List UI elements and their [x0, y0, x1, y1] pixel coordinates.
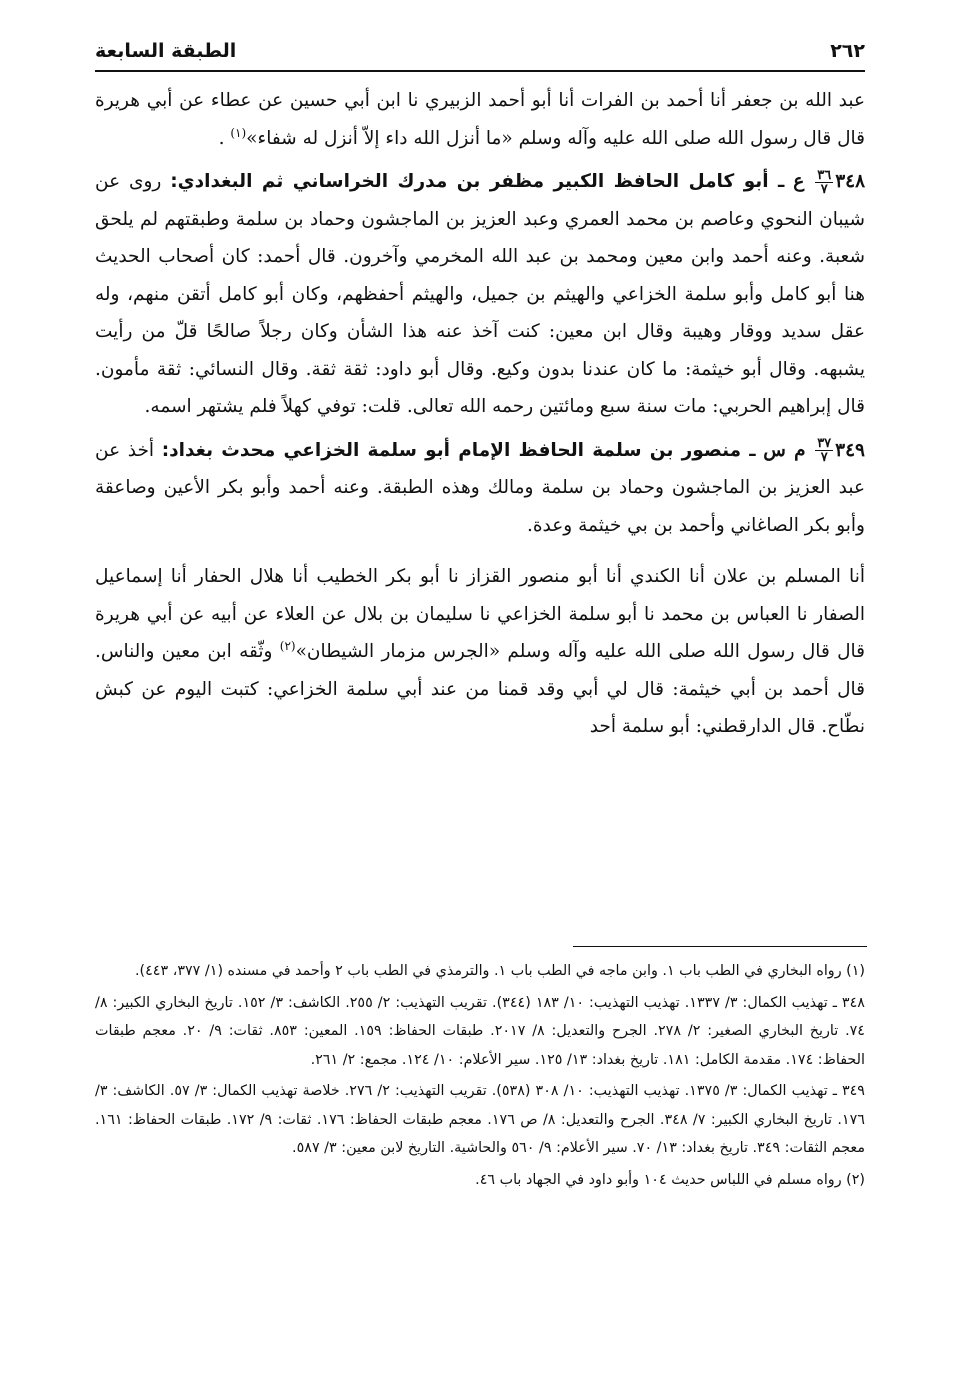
footnote-348 — [95, 989, 865, 1075]
section-title: الطبقة السابعة — [95, 40, 237, 62]
footnote-ref-1: (١) — [230, 125, 247, 140]
entry-349 — [95, 432, 865, 545]
running-header — [95, 40, 865, 72]
footnote-ref-2: (٢) — [279, 638, 296, 653]
footnote-1 — [95, 957, 865, 986]
paragraph-text: أنا المسلم بن علان أنا الكندي أنا أبو منصور القزاز نا أبو بكر الخطيب أنا هلال الحفار أنا إسماعيل الصفار نا العباس بن محمد نا أبو سلمة الخزاعي نا سليمان بن بلال عن العلاء عن أبيه عن أبي هريرة قال قال رسول الله صلى الله عليه وآله وسلم «الجرس مزمار الشيطان» — [95, 566, 865, 662]
main-text — [95, 82, 865, 746]
entry-number: ٣٤٩ — [835, 439, 865, 461]
footnote-text: تهذيب الكمال: ٣/ ١٣٣٧. تهذيب التهذيب: ١٠/ ١٨٣ (٣٤٤). تقريب التهذيب: ٢/ ٢٥٥. الكاشف: ٣/ ١٥٢. تاريخ البخاري الكبير: ٨/ ٧٤. تاريخ البخاري الصغير: ٢/ ٢٧٨. الجرح والتعديل: ٨/ ٢٠١٧. طبقات الحفاظ: ١٥٩. المعين: ٨٥٣. ثقات: ٩/ ٢٠. معجم طبقات الحفاظ: ١٧٤. مقدمة الكامل: ١٨١. تاريخ بغداد: ١٣/ ١٢٥. سير الأعلام: ١٠/ ١٢٤. مجمع: ٢/ ٢٦١. — [95, 994, 865, 1068]
paragraph-text: عبد الله بن جعفر أنا أحمد بن الفرات أنا أبو أحمد الزبيري نا ابن أبي حسين عن عطاء عن أبي هريرة قال قال رسول الله صلى الله عليه وآله وسلم «ما أنزل الله داء إلاّ أنزل له شفاء» — [95, 90, 865, 149]
fraction-bottom: ٧ — [820, 450, 828, 465]
fraction-top: ٣٧ — [817, 436, 832, 451]
paragraph-hadith-1 — [95, 82, 865, 157]
footnote-label: ٣٤٨ ـ — [832, 994, 865, 1011]
paragraph-text-continued: وثّقه ابن معين والناس. قال أحمد بن أبي خيثمة: قال لي أبي وقد قمنا من عند أبي سلمة الخزاعي: كتبت اليوم عن كبش نطّاح. قال الدارقطني: أبو سلمة أحد — [95, 641, 865, 737]
entry-symbol: ع — [793, 171, 805, 192]
footnote-label: (١) — [846, 963, 865, 979]
entry-text: أخذ عن عبد العزيز بن الماجشون وحماد بن سلمة ومالك وهذه الطبقة. وعنه أحمد وأبو بكر الأعين وصاعقة وأبو بكر الصاغاني وأحمد بن بي خيثمة وعدة. — [95, 439, 865, 536]
footnote-label: (٢) — [846, 1171, 865, 1188]
footnote-label: ٣٤٩ ـ — [832, 1083, 865, 1099]
entry-text: روى عن شيبان النحوي وعاصم بن محمد العمري وعبد العزيز بن الماجشون وحماد بن سلمة وطبقتهم لم يلحق شعبة. وعنه أحمد وابن معين ومحمد بن عبد الله المخرمي وآخرون. قال أحمد: كان أصحاب الحديث هنا أبو كامل وأبو سلمة الخزاعي والهيثم بن جميل، والهيثم أحفظهم، وكان أبو كامل أتقن منهم، وله عقل سديد ووقار وهيبة وقال ابن معين: كنت آخذ عنه هذا الشأن وكان رجلاً صالحًا قلّ من رأيت يشبهه. وقال أبو خيثمة: ما كان عندنا بدون وكيع. وقال أبو داود: ثقة ثقة. وقال النسائي: ثقة مأمون. قال إبراهيم الحربي: مات سنة سبع ومائتين رحمه الله تعالى. قلت: توفي كهلاً فلم يشتهر اسمه. — [95, 171, 865, 417]
entry-heading: ـ منصور بن سلمة الحافظ الإمام أبو سلمة الخزاعي محدث بغداد: — [161, 439, 756, 461]
entry-heading: ـ أبو كامل الحافظ الكبير مظفر بن مدرك الخراساني ثم البغدادي: — [170, 171, 785, 192]
paragraph-end: . — [218, 127, 231, 149]
page — [95, 40, 865, 746]
entry-number: ٣٤٨ — [835, 171, 866, 192]
entry-fraction — [815, 169, 833, 196]
footnotes — [95, 957, 865, 1197]
footnote-divider — [573, 946, 867, 947]
entry-fraction — [815, 437, 833, 464]
fraction-bottom: ٧ — [820, 181, 828, 197]
entry-symbol: م س — [763, 439, 806, 461]
page-number: ٢٦٢ — [830, 40, 865, 62]
fraction-top: ٣٦ — [817, 167, 832, 183]
paragraph-hadith-2 — [95, 558, 865, 746]
entry-348 — [95, 163, 865, 426]
footnote-2 — [95, 1166, 865, 1195]
footnote-349 — [95, 1077, 865, 1163]
footnote-text: رواه البخاري في الطب باب ١. وابن ماجه في الطب باب ١. والترمذي في الطب باب ٢ وأحمد في مسنده (١/ ٣٧٧، ٤٤٣). — [134, 963, 842, 979]
footnote-text: رواه مسلم في اللباس حديث ١٠٤ وأبو داود في الجهاد باب ٤٦. — [475, 1171, 842, 1188]
footnote-text: تهذيب الكمال: ٣/ ١٣٧٥. تهذيب التهذيب: ١٠/ ٣٠٨ (٥٣٨). تقريب التهذيب: ٢/ ٢٧٦. خلاصة تهذيب الكمال: ٣/ ٥٧. الكاشف: ٣/ ١٧٦. تاريخ البخاري الكبير: ٧/ ٣٤٨. الجرح والتعديل: ٨/ ص ١٧٦. معجم طبقات الحفاظ: ١٧٦. ثقات: ٩/ ١٧٢. طبقات الحفاظ: ١٦١. معجم الثقات: ٣٤٩. تاريخ بغداد: ١٣/ ٧٠. سير الأعلام: ٩/ ٥٦٠ والحاشية. التاريخ لابن معين: ٣/ ٥٨٧. — [95, 1083, 865, 1156]
